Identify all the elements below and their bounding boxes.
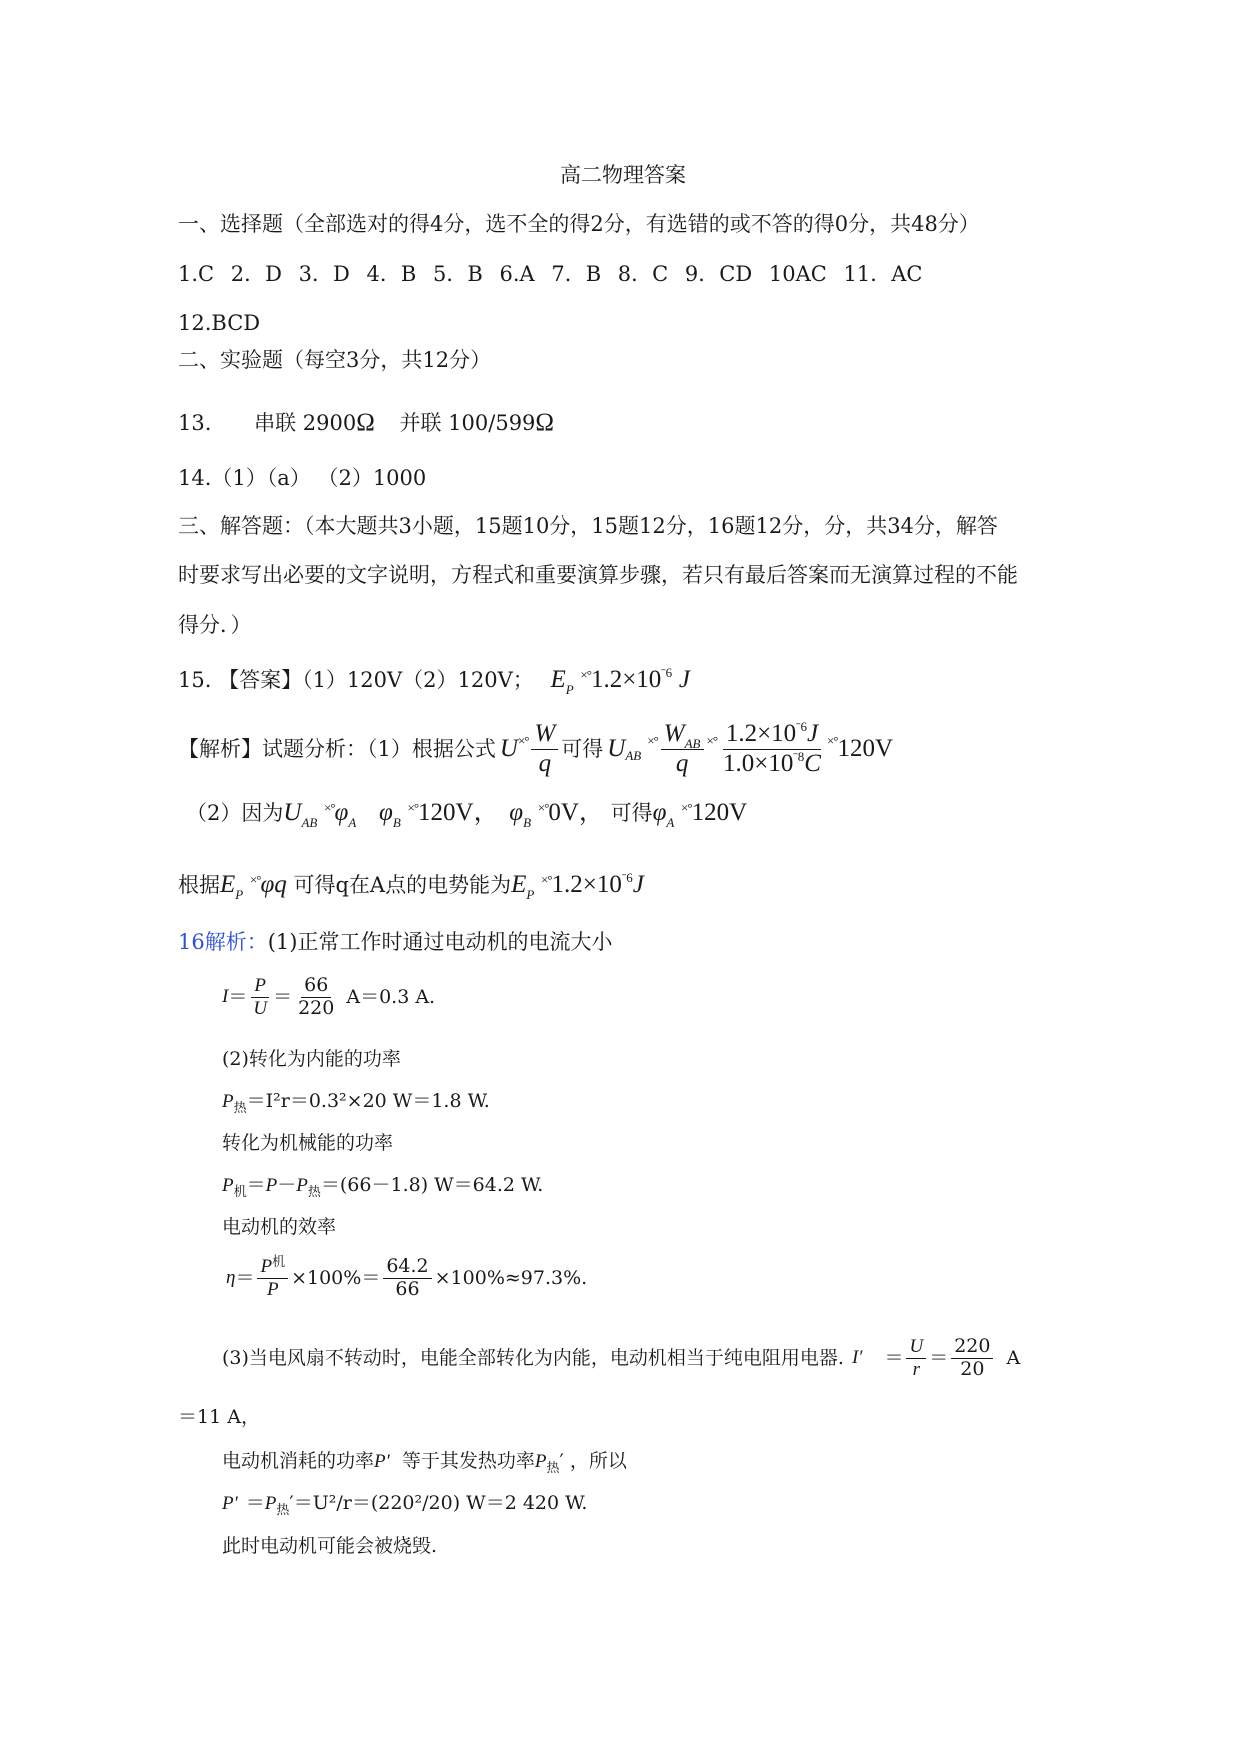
q16-consumed-power-text: [222, 1450, 627, 1474]
symbol-ep: E: [511, 871, 527, 898]
answer-13-part-1: 串联 2900: [254, 411, 357, 435]
section-1-answers-row-1: 1.C 2．D 3．D 4．B 5．B 6.A 7．B 8．C 9．CD 10AC 11．AC: [178, 262, 923, 286]
fraction-p-over-u: [250, 975, 270, 1020]
q16-label: 16解析：: [178, 930, 268, 954]
phi-symbol: φ: [379, 799, 393, 826]
text-kede: 可得: [610, 801, 653, 825]
equals-glyph: ×°: [541, 872, 552, 887]
burn-power-equation: ＝U²/r＝(220²/20) W＝2 420 W.: [293, 1492, 588, 1514]
q16-eq-mech-power: [222, 1174, 543, 1198]
symbol-i: I: [222, 985, 229, 1007]
denominator: r: [912, 1358, 921, 1380]
equals: ＝: [246, 1174, 266, 1196]
equals-glyph: ×°: [537, 800, 549, 815]
section-2-heading: 二、实验题（每空3分，共12分）: [178, 348, 492, 372]
denominator: 20: [960, 1357, 985, 1380]
denominator: 66: [395, 1277, 420, 1300]
subscript-a: A: [666, 815, 675, 830]
current-result: A＝0.3 A.: [346, 985, 436, 1008]
unit-c: C: [804, 749, 821, 777]
q16-part3: [222, 1336, 1020, 1381]
section-1-answers-row-2: 12.BCD: [178, 311, 261, 335]
equals-glyph: ×°: [647, 733, 658, 749]
equals-glyph: ×°: [249, 872, 261, 887]
q15-analysis-2: [186, 798, 747, 828]
unit-j: J: [807, 720, 819, 747]
q16-conclusion: 此时电动机可能会被烧毁.: [222, 1535, 438, 1557]
equals-glyph: ×°: [826, 733, 838, 749]
symbol-p: P: [534, 1451, 547, 1472]
fraction-66-over-220: [295, 975, 337, 1020]
exponent: ˉ8: [793, 748, 805, 764]
subscript-a: A: [348, 815, 357, 830]
exponent: ˉ6: [661, 665, 673, 680]
heat-power-equation: ＝I²r＝0.3²×20 W＝1.8 W.: [246, 1090, 490, 1112]
section-3-heading-line-2: 时要求写出必要的文字说明，方程式和重要演算步骤，若只有最后答案而无演算过程的不能: [178, 563, 1018, 587]
subscript-b: B: [392, 815, 401, 830]
q15-analysis-text: 【解析】试题分析：（1）根据公式: [178, 736, 496, 761]
answer-13-part-2: 并联 100/599: [399, 411, 536, 435]
denominator: U: [253, 997, 268, 1019]
numerator: [661, 720, 704, 750]
q16-eq-current: [222, 975, 435, 1020]
text: 电动机消耗的功率: [222, 1450, 375, 1472]
equals-glyph: ×°: [517, 733, 529, 749]
answer-13-number: 13.: [178, 411, 212, 435]
energy-value: 1.2×10: [551, 871, 622, 898]
fraction-wab-over-q: [661, 720, 704, 779]
subscript-heat: 热: [546, 1460, 560, 1475]
section-3-heading-line-3: 得分．）: [178, 613, 252, 637]
text: （2）因为: [186, 801, 284, 825]
subscript-heat: 热: [307, 1184, 321, 1199]
fraction-energy-over-charge: [720, 720, 824, 779]
equals-glyph: ×°: [324, 800, 335, 815]
numerator: P: [251, 975, 269, 998]
superscript-mech: 机: [272, 1254, 286, 1269]
fraction-642-over-66: [383, 1256, 431, 1301]
q16-part3-result: ＝11 A，: [178, 1406, 260, 1428]
numerator: 66: [301, 975, 331, 998]
symbol-p: P: [265, 1175, 278, 1196]
symbol-p: P: [264, 1493, 277, 1514]
subscript-ab: AB: [301, 815, 318, 830]
result-120v: 120V: [691, 799, 748, 826]
numerator: 64.2: [383, 1256, 431, 1279]
section-1-heading: 一、选择题（全部选对的得4分，选不全的得2分，有选错的或不答的得0分，共48分）: [178, 212, 980, 236]
subscript-b: B: [523, 815, 532, 830]
value-0v: 0V，: [548, 799, 604, 826]
equals: ＝: [273, 985, 293, 1008]
denominator-value: 1.0×10: [723, 749, 794, 777]
q16-eq-burn-power: [222, 1492, 587, 1516]
denominator: 220: [298, 996, 335, 1019]
q15-analysis-1: [178, 720, 893, 779]
equals-glyph: ×°: [681, 800, 692, 815]
symbol-p-prime: P′: [222, 1493, 238, 1514]
q15-answer: [178, 665, 690, 695]
symbol-p: P: [222, 1091, 234, 1112]
equals-glyph: ×°: [580, 667, 591, 682]
symbol-p: P: [296, 1175, 308, 1196]
symbol-p: P: [260, 1256, 273, 1277]
phi-symbol: φ: [652, 799, 667, 826]
q15-answer-text: 15. 【答案】（1）120V（2）120V；: [178, 668, 534, 692]
denominator: P: [266, 1278, 279, 1300]
numerator: U: [906, 1336, 926, 1359]
w-symbol: W: [663, 720, 685, 747]
unit-j: J: [678, 666, 690, 693]
answer-13: [178, 408, 554, 438]
q16-part3-text: (3)当电风扇不转动时，电能全部转化为内能，电动机相当于纯电阻用电器.: [222, 1346, 844, 1369]
page-title: 高二物理答案: [560, 163, 686, 187]
exponent: ˉ6: [621, 870, 633, 885]
fraction-220-over-20: [951, 1336, 993, 1381]
phi-symbol: φ: [509, 799, 524, 826]
equals-glyph: ×°: [407, 800, 419, 815]
answer-14: 14.（1）（a） （2）1000: [178, 466, 427, 490]
fraction-w-over-q: [531, 720, 558, 779]
minus: －: [277, 1174, 297, 1196]
efficiency-middle: ×100%＝: [291, 1266, 381, 1289]
ohm-symbol: Ω: [535, 409, 555, 436]
equals: ＝: [929, 1346, 949, 1369]
phi-q: φq: [260, 871, 287, 898]
q16-part1-title: (1)正常工作时通过电动机的电流大小: [267, 930, 613, 954]
fraction-pji-over-p: [257, 1256, 288, 1301]
subscript-mech: 机: [233, 1184, 247, 1199]
subscript-ab: AB: [684, 736, 701, 751]
subscript-p: P: [235, 887, 244, 902]
equals: ＝: [884, 1346, 904, 1369]
symbol-ep-subscript: P: [565, 682, 574, 697]
prime: ′: [289, 1492, 294, 1514]
equals-glyph: ×°: [706, 733, 718, 749]
subscript-p: P: [526, 887, 535, 902]
symbol-u: U: [607, 735, 626, 763]
symbol-u: U: [283, 799, 302, 826]
subscript-heat: 热: [233, 1100, 247, 1115]
q16-eq-efficiency: [226, 1256, 587, 1301]
q16-part2-title: (2)转化为内能的功率: [222, 1048, 401, 1070]
text: 可得q在A点的电势能为: [293, 873, 512, 897]
denominator: q: [538, 749, 552, 777]
symbol-i-prime: I′: [851, 1346, 863, 1368]
numerator: [723, 720, 821, 750]
efficiency-result: ×100%≈97.3%.: [434, 1266, 588, 1289]
denominator: q: [675, 749, 689, 777]
numerator: 220: [951, 1336, 993, 1359]
value-120v: 120V，: [418, 799, 499, 826]
text: 等于其发热功率: [401, 1450, 535, 1472]
denominator: [720, 750, 824, 779]
text-kede: 可得: [561, 736, 604, 761]
text: 根据: [178, 873, 220, 897]
q16-eq-heat-power: [222, 1090, 490, 1114]
numerator: [257, 1256, 288, 1279]
unit-j: J: [632, 871, 644, 898]
prime: ′: [559, 1450, 564, 1472]
text: ，所以: [569, 1450, 627, 1472]
symbol-ep: E: [220, 871, 236, 898]
q16-mech-title: 转化为机械能的功率: [222, 1132, 394, 1154]
mech-power-equation: ＝(66－1.8) W＝64.2 W.: [320, 1174, 544, 1196]
exponent: ˉ6: [796, 719, 808, 734]
symbol-p-prime: P′: [374, 1451, 390, 1472]
equals: ＝: [228, 985, 248, 1008]
q16-heading: [178, 930, 612, 955]
symbol-ep: E: [550, 666, 566, 693]
symbol-p: P: [222, 1175, 234, 1196]
q15-analysis-3: [178, 870, 644, 900]
eta-symbol: η: [226, 1266, 236, 1288]
section-3-heading-line-1: 三、解答题：（本大题共3小题，15题10分，15题12分，16题12分，分，共34分，解答: [178, 514, 998, 538]
numerator-value: 1.2×10: [725, 720, 797, 747]
q16-eff-title: 电动机的效率: [222, 1216, 337, 1238]
phi-symbol: φ: [334, 799, 349, 826]
symbol-u: U: [499, 735, 518, 763]
equals: ＝: [235, 1266, 255, 1289]
q15-energy-value: 1.2×10: [590, 666, 662, 693]
subscript-ab: AB: [625, 748, 642, 764]
fraction-u-over-r: [906, 1336, 926, 1381]
unit-a: A: [1006, 1346, 1021, 1369]
ohm-symbol: Ω: [356, 409, 375, 436]
equals: ＝: [245, 1492, 265, 1514]
subscript-heat: 热: [276, 1502, 290, 1517]
numerator: W: [531, 720, 558, 750]
result-120v: 120V: [837, 735, 894, 763]
